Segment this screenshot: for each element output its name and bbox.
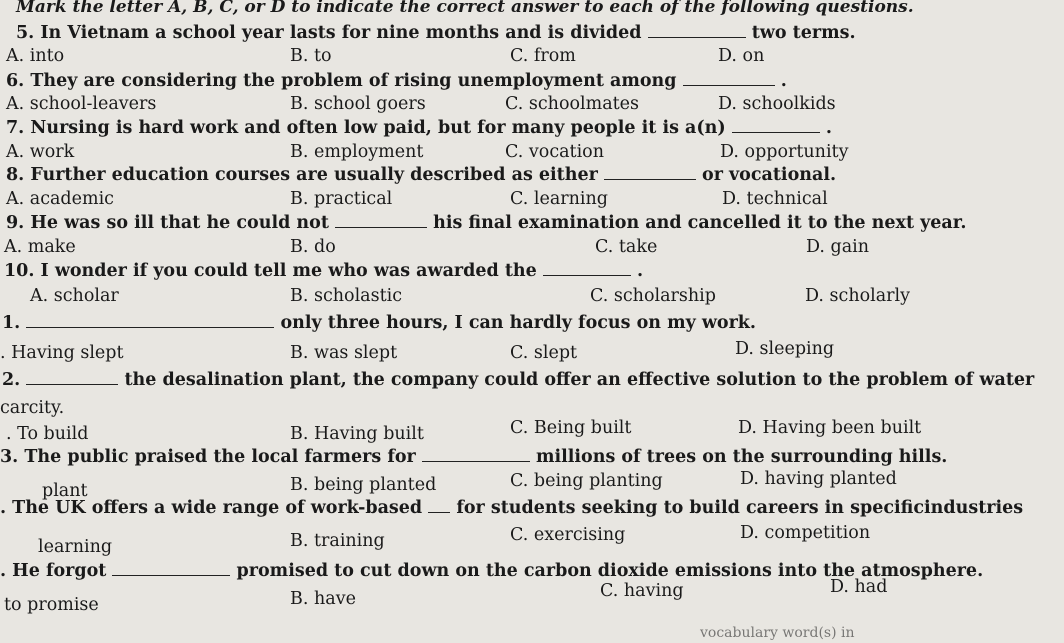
option-a[interactable]: . Having slept	[0, 343, 124, 363]
question-11-number: 1.	[2, 313, 21, 333]
option-d[interactable]: D. schoolkids	[718, 94, 836, 114]
instruction-text: Mark the letter A, B, C, or D to indicate the correct answer to each of the following questions.	[16, 0, 914, 17]
option-a[interactable]: A. school-leavers	[6, 94, 157, 114]
answer-blank[interactable]	[543, 261, 631, 276]
question-7	[6, 117, 832, 139]
question-12-number: 2.	[2, 370, 21, 390]
question-13	[0, 446, 947, 468]
option-a[interactable]: A. academic	[6, 189, 114, 209]
option-d[interactable]: D. scholarly	[805, 286, 910, 306]
option-b[interactable]: B. was slept	[290, 343, 398, 363]
answer-blank[interactable]	[422, 447, 530, 462]
question-6-stem: 6. They are considering the problem of rising unemployment among	[6, 71, 677, 91]
question-14-stem-end: for students seeking to build careers in specificindustries	[456, 498, 1024, 518]
question-7-stem-end: .	[825, 118, 832, 138]
answer-blank[interactable]	[112, 561, 230, 576]
question-11-stem: only three hours, I can hardly focus on my work.	[280, 313, 757, 333]
question-12-continuation: carcity.	[0, 398, 65, 418]
option-c[interactable]: C. scholarship	[590, 286, 716, 306]
option-b[interactable]: B. do	[290, 237, 336, 257]
option-c[interactable]: C. having	[600, 581, 684, 601]
option-b[interactable]: B. have	[290, 589, 356, 609]
option-d[interactable]: D. gain	[806, 237, 870, 257]
option-d[interactable]: D. sleeping	[735, 339, 835, 359]
question-5-stem: 5. In Vietnam a school year lasts for nine months and is divided	[16, 23, 642, 43]
option-b[interactable]: B. Having built	[290, 424, 424, 444]
question-13-stem: 3. The public praised the local farmers for	[0, 447, 416, 467]
question-5-stem-end: two terms.	[751, 23, 856, 43]
cut-off-footer-text: vocabulary word(s) in	[700, 625, 855, 641]
option-b[interactable]: B. employment	[290, 142, 424, 162]
option-d[interactable]: D. on	[718, 46, 765, 66]
answer-blank[interactable]	[604, 165, 696, 180]
question-12	[2, 369, 1034, 391]
option-a[interactable]: to promise	[4, 595, 99, 615]
question-10	[4, 260, 643, 282]
question-9-stem-end: his final examination and cancelled it to the next year.	[433, 213, 967, 233]
option-b[interactable]: B. being planted	[290, 475, 437, 495]
option-d[interactable]: D. opportunity	[720, 142, 849, 162]
option-b[interactable]: B. to	[290, 46, 332, 66]
answer-blank[interactable]	[26, 370, 118, 385]
option-d[interactable]: D. technical	[722, 189, 828, 209]
answer-blank[interactable]	[428, 498, 450, 513]
option-c[interactable]: C. Being built	[510, 418, 632, 438]
option-c[interactable]: C. exercising	[510, 525, 626, 545]
question-7-stem: 7. Nursing is hard work and often low paid, but for many people it is a(n)	[6, 118, 726, 138]
option-d[interactable]: D. having planted	[740, 469, 897, 489]
option-a[interactable]: A. make	[4, 237, 76, 257]
question-14	[0, 497, 1023, 519]
question-13-stem-end: millions of trees on the surrounding hills.	[535, 447, 948, 467]
option-c[interactable]: C. slept	[510, 343, 578, 363]
question-9	[6, 212, 966, 234]
question-8-stem: 8. Further education courses are usually described as either	[6, 165, 598, 185]
question-8-stem-end: or vocational.	[702, 165, 837, 185]
option-c[interactable]: C. take	[595, 237, 658, 257]
option-c[interactable]: C. being planting	[510, 471, 663, 491]
answer-blank[interactable]	[648, 23, 746, 38]
question-12-stem: the desalination plant, the company could offer an effective solution to the problem of water	[124, 370, 1035, 390]
option-b[interactable]: B. practical	[290, 189, 393, 209]
option-a[interactable]: learning	[38, 537, 113, 557]
option-c[interactable]: C. schoolmates	[505, 94, 640, 114]
option-d[interactable]: D. had	[830, 577, 888, 597]
answer-blank[interactable]	[335, 213, 427, 228]
option-b[interactable]: B. scholastic	[290, 286, 403, 306]
option-b[interactable]: B. school goers	[290, 94, 426, 114]
option-a[interactable]: A. scholar	[30, 286, 119, 306]
option-d[interactable]: D. competition	[740, 523, 871, 543]
option-a[interactable]: A. work	[6, 142, 75, 162]
question-6-stem-end: .	[780, 71, 787, 91]
option-c[interactable]: C. from	[510, 46, 576, 66]
question-6	[6, 70, 787, 92]
option-a[interactable]: A. into	[6, 46, 65, 66]
question-8	[6, 164, 836, 186]
option-b[interactable]: B. training	[290, 531, 385, 551]
question-10-stem-end: .	[636, 261, 644, 281]
option-c[interactable]: C. learning	[510, 189, 608, 209]
question-9-stem: 9. He was so ill that he could not	[6, 213, 329, 233]
answer-blank[interactable]	[26, 313, 274, 328]
option-a[interactable]: plant	[42, 481, 88, 501]
question-11	[2, 312, 756, 334]
question-10-stem: 10. I wonder if you could tell me who was awarded the	[4, 261, 537, 281]
question-5	[16, 22, 856, 44]
option-d[interactable]: D. Having been built	[738, 418, 922, 438]
answer-blank[interactable]	[683, 71, 775, 86]
question-15-stem-end: promised to cut down on the carbon dioxide emissions into the atmosphere.	[236, 561, 984, 581]
question-14-stem: . The UK offers a wide range of work-based	[0, 498, 423, 518]
answer-blank[interactable]	[732, 118, 820, 133]
option-c[interactable]: C. vocation	[505, 142, 604, 162]
option-a[interactable]: . To build	[6, 424, 89, 444]
question-15-stem: . He forgot	[0, 561, 107, 581]
